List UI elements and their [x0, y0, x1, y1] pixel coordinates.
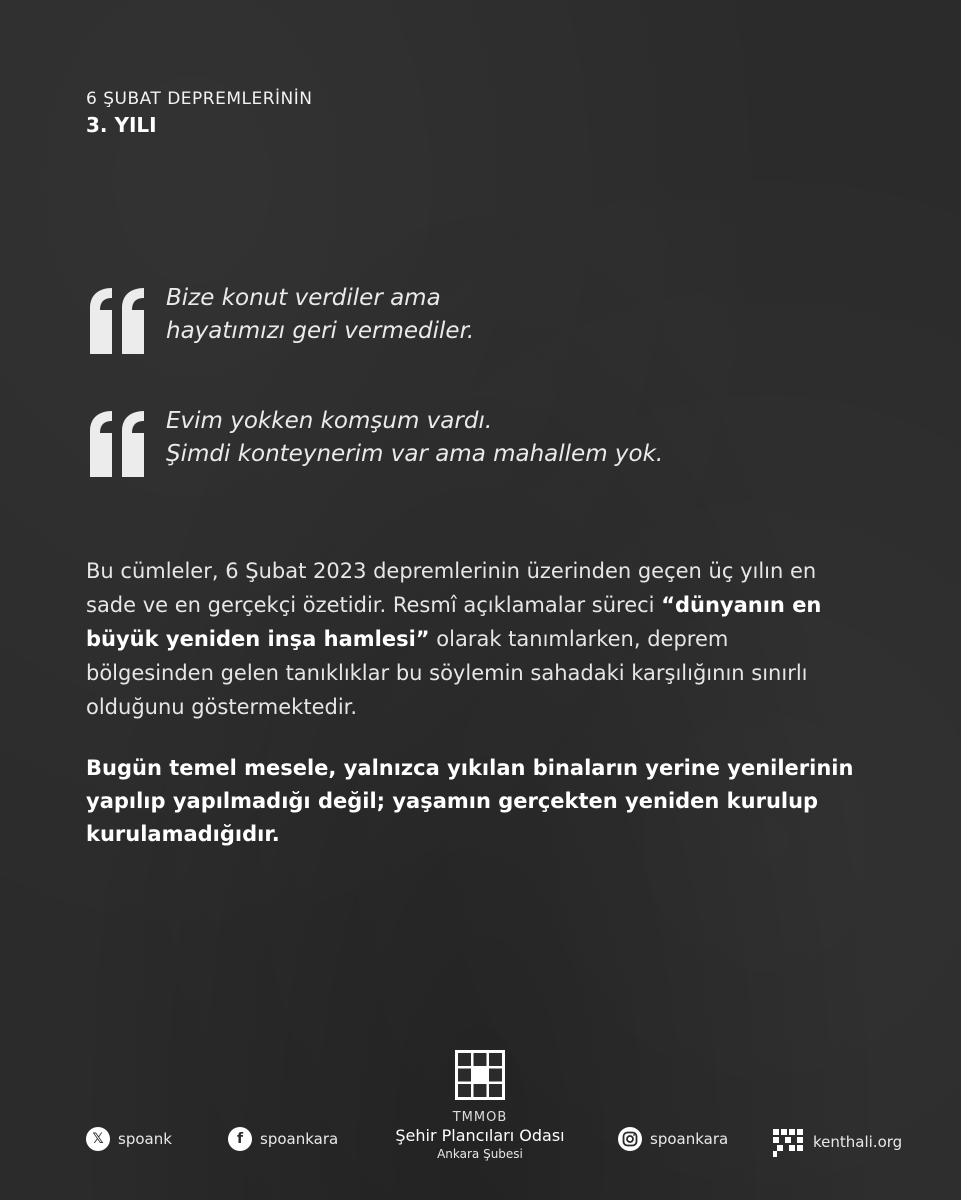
quote-block [86, 282, 474, 354]
social-facebook-link[interactable] [228, 1127, 338, 1151]
quote-line: Şimdi konteynerim var ama mahallem yok. [166, 441, 664, 467]
x-icon: 𝕏 [86, 1127, 110, 1151]
quote-line: Evim yokken komşum vardı. [166, 408, 493, 434]
footer [0, 1050, 961, 1180]
highlight-line: yapılıp yapılmadığı değil; yaşamın gerçekten yeniden kurulup [86, 789, 819, 813]
body-line: bölgesinden gelen tanıklıklar bu söylemin sahadaki karşılığının sınırlı [86, 661, 808, 685]
header-subtitle: 6 ŞUBAT DEPREMLERİNİN [86, 89, 313, 109]
body-line [86, 622, 886, 656]
quote-text [166, 405, 663, 471]
quote-line: Bize konut verdiler ama [166, 285, 441, 311]
highlight-line: Bugün temel mesele, yalnızca yıkılan binaların yerine yenilerinin [86, 756, 854, 780]
quote-line: hayatımızı geri vermediler. [166, 318, 475, 344]
quote-mark-icon [86, 411, 148, 477]
facebook-icon: f [228, 1127, 252, 1151]
highlight-line: kurulamadığıdır. [86, 822, 280, 846]
quote-block [86, 405, 663, 477]
body-bold-span: “dünyanın en [661, 593, 822, 617]
social-x-handle: spoank [118, 1130, 172, 1148]
social-instagram-handle: spoankara [650, 1130, 729, 1148]
body-line [86, 588, 886, 622]
instagram-icon [618, 1127, 642, 1151]
org-name-line3: Ankara Şubesi [437, 1147, 523, 1161]
quote-text [166, 282, 474, 348]
social-facebook-handle: spoankara [260, 1130, 339, 1148]
header-title: 3. YILI [86, 113, 157, 137]
header [86, 88, 313, 140]
highlight-paragraph [86, 752, 886, 851]
kenthali-logo-icon [773, 1127, 805, 1157]
social-web-url: kenthali.org [813, 1133, 903, 1151]
org-logo-block [380, 1050, 580, 1162]
body-line: Bu cümleler, 6 Şubat 2023 depremlerinin üzerinden geçen üç yılın en [86, 559, 817, 583]
org-name-line1: TMMOB [452, 1110, 508, 1125]
quote-mark-icon [86, 288, 148, 354]
org-name-line2: Şehir Plancıları Odası [395, 1126, 565, 1145]
body-bold-span: büyük yeniden inşa hamlesi” [86, 627, 430, 651]
body-text-span: olarak tanımlarken, deprem [429, 627, 729, 651]
social-web-link[interactable] [773, 1127, 902, 1157]
social-instagram-link[interactable] [618, 1127, 728, 1151]
tmmob-logo-icon [455, 1050, 505, 1100]
body-text-span: sade ve en gerçekçi özetidir. Resmî açıklamalar süreci [86, 593, 662, 617]
social-x-link[interactable] [86, 1127, 172, 1151]
body-paragraph [86, 554, 886, 724]
body-line: olduğunu göstermektedir. [86, 695, 358, 719]
